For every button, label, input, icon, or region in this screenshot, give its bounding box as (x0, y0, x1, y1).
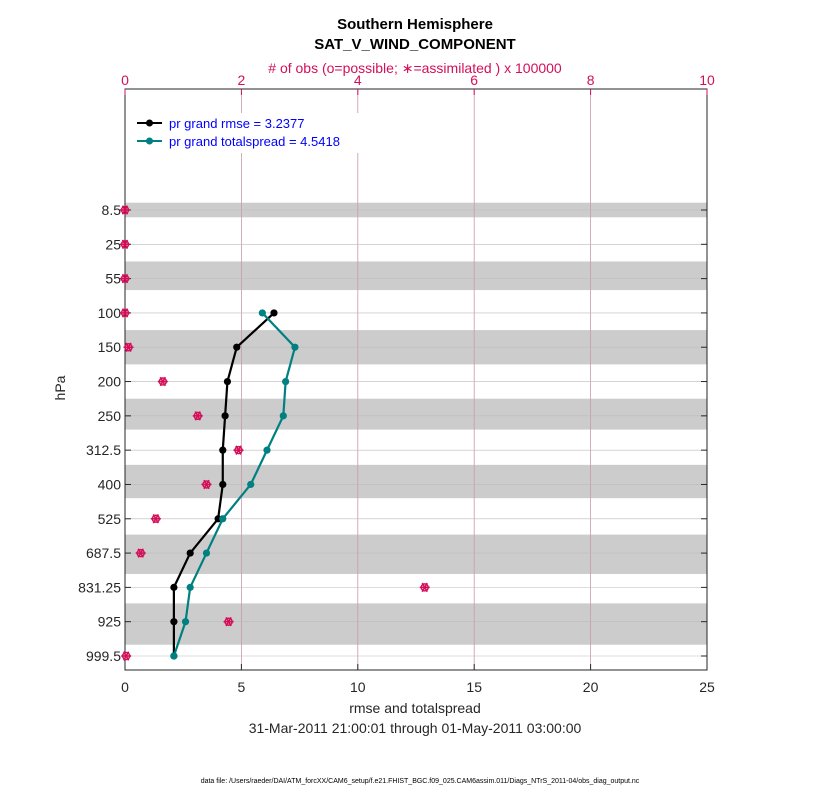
series-point-rmse (170, 618, 177, 625)
y-tick-label: 250 (97, 407, 121, 424)
shaded-layer (125, 399, 707, 430)
y-tick-label: 687.5 (85, 545, 121, 562)
series-point-totalspread (282, 378, 289, 385)
chart-subtitle: SAT_V_WIND_COMPONENT (314, 36, 516, 53)
series-point-totalspread (170, 652, 177, 659)
y-tick-label: 200 (97, 373, 121, 390)
top-tick-label: 8 (586, 72, 595, 88)
y-tick-label: 100 (97, 304, 121, 321)
bottom-x-ticks (121, 664, 715, 695)
series-point-rmse (170, 584, 177, 591)
series-point-totalspread (219, 515, 226, 522)
series-point-rmse (187, 549, 194, 556)
legend-label-spread: pr grand totalspread = 4.5418 (169, 134, 340, 149)
series-point-totalspread (203, 549, 210, 556)
top-tick-label: 6 (470, 72, 479, 88)
y-tick-label: 55 (105, 270, 121, 287)
y-tick-label: 8.5 (101, 202, 121, 218)
top-axis-label: # of obs (o=possible; ∗=assimilated ) x 100000 (268, 60, 562, 76)
plot-frame (125, 89, 707, 670)
top-tick-label: 0 (121, 72, 129, 88)
shaded-layers (125, 203, 707, 645)
series-point-totalspread (247, 481, 254, 488)
legend (131, 113, 369, 153)
y-tick-label: 25 (105, 236, 121, 253)
series-point-rmse (219, 481, 226, 488)
x-axis-label: rmse and totalspread (349, 700, 481, 716)
shaded-layer (125, 261, 707, 290)
x-tick-label: 20 (582, 679, 599, 695)
series-point-rmse (233, 344, 240, 351)
shaded-layer (125, 465, 707, 498)
legend-marker-spread (146, 138, 153, 145)
legend-marker-rmse (146, 120, 153, 127)
series-point-rmse (270, 309, 277, 316)
series-point-totalspread (182, 618, 189, 625)
x-tick-label: 15 (466, 679, 482, 695)
top-tick-label: 2 (237, 72, 246, 88)
x-tick-label: 5 (237, 679, 246, 695)
series-point-rmse (224, 378, 231, 385)
x-tick-label: 25 (699, 679, 715, 695)
chart-title: Southern Hemisphere (337, 16, 493, 33)
y-tick-label: 312.5 (85, 442, 121, 459)
legend-label-rmse: pr grand rmse = 3.2377 (169, 116, 305, 131)
y-tick-label: 925 (97, 613, 121, 630)
x-tick-label: 10 (350, 679, 366, 695)
data-file-footer: data file: /Users/raeder/DAI/ATM_forcXX/CAM6_setup/f.e21.FHIST_BGC.f09_025.CAM6assim.011/Diags_NTrS_2011-04/obs_diag_output.nc (200, 778, 640, 785)
series-point-rmse (219, 447, 226, 454)
top-tick-label: 10 (699, 72, 715, 88)
y-tick-label: 525 (97, 510, 121, 527)
series-point-totalspread (291, 344, 298, 351)
y-axis-label: hPa (52, 375, 68, 401)
x-tick-label: 0 (121, 679, 129, 695)
gridlines (125, 89, 707, 670)
series-point-totalspread (187, 584, 194, 591)
y-tick-label: 831.25 (78, 579, 121, 596)
series-point-totalspread (259, 309, 266, 316)
y-tick-label: 150 (97, 339, 121, 356)
series-point-totalspread (263, 447, 270, 454)
y-tick-label: 400 (97, 476, 121, 493)
series-point-totalspread (280, 412, 287, 419)
series-point-rmse (222, 412, 229, 419)
date-range-label: 31-Mar-2011 21:00:01 through 01-May-2011 03:00:00 (248, 720, 582, 736)
shaded-layer (125, 603, 707, 644)
y-tick-label: 999.5 (85, 648, 121, 664)
top-tick-label: 4 (353, 72, 362, 88)
